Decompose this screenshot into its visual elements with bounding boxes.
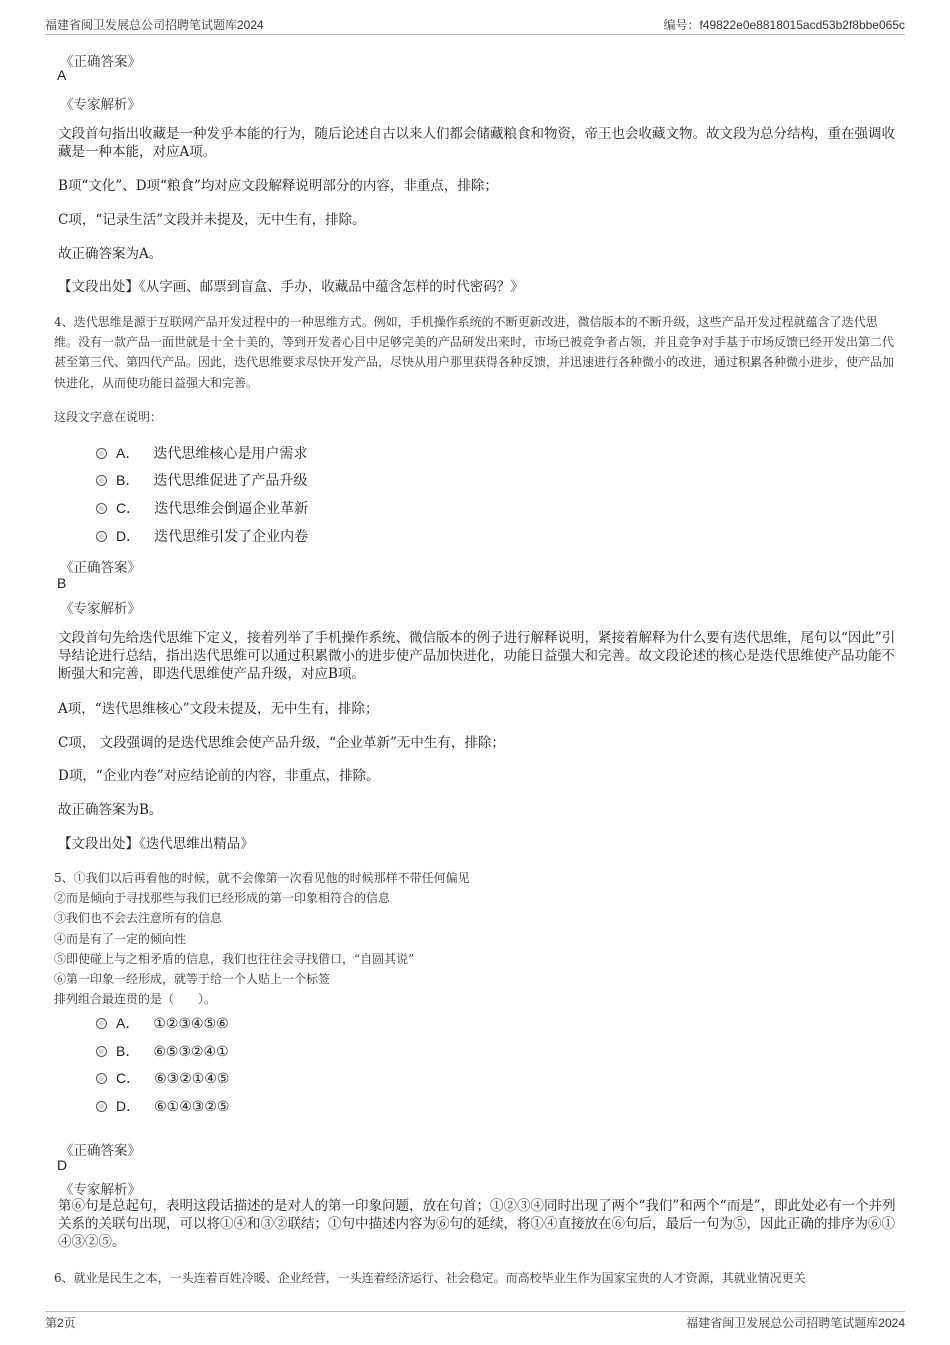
analysis-paragraph: C项， 文段强调的是迭代思维会使产品升级，“企业革新”无中生有，排除； (58, 735, 505, 751)
question-prompt: 排列组合最连贯的是（ ）。 (54, 992, 217, 1006)
expert-analysis-label: 《专家解析》 (60, 97, 141, 113)
correct-answer-label: 《正确答案》 (60, 1143, 141, 1159)
option-text: 迭代思维会倒逼企业革新 (154, 501, 309, 517)
option-b[interactable] (96, 1041, 229, 1061)
radio-icon[interactable] (96, 475, 107, 486)
question-line: ②而是倾向于寻找那些与我们已经形成的第一印象相符合的信息 (54, 891, 391, 905)
option-c[interactable] (96, 1068, 229, 1088)
correct-answer-label: 《正确答案》 (60, 560, 141, 576)
source-citation: 【文段出处】《迭代思维出精品》 (58, 836, 254, 852)
analysis-paragraph: D项，“企业内卷”对应结论前的内容，非重点，排除。 (58, 768, 380, 784)
source-citation: 【文段出处】《从字画、邮票到盲盒、手办，收藏品中蕴含怎样的时代密码？》 (58, 279, 524, 295)
radio-icon[interactable] (96, 1018, 107, 1029)
option-text: 迭代思维促进了产品升级 (153, 473, 308, 489)
option-key: A． (116, 1015, 140, 1031)
correct-answer-label: 《正确答案》 (60, 54, 141, 70)
header-document-id: 编号：f49822e0e8818015acd53b2f8bbe065c (663, 18, 905, 32)
question-stem: 6、就业是民生之本，一头连着百姓冷暖、企业经营，一头连着经济运行、社会稳定。而高校毕业生作为国家宝贵的人才资源，其就业情况更关 (54, 1271, 806, 1285)
footer-title: 福建省闽卫发展总公司招聘笔试题库2024 (686, 1316, 905, 1330)
option-text: ⑥⑤③②④① (153, 1044, 229, 1060)
option-a[interactable] (96, 443, 307, 463)
option-key: D． (116, 1098, 141, 1114)
radio-icon[interactable] (96, 531, 107, 542)
option-key: B． (116, 1043, 140, 1059)
analysis-paragraph: 故正确答案为B。 (58, 802, 163, 818)
correct-answer-value: A (57, 67, 67, 83)
question-line: ④而是有了一定的倾向性 (54, 932, 187, 946)
option-text: 迭代思维核心是用户需求 (153, 446, 308, 462)
radio-icon[interactable] (96, 1101, 107, 1112)
expert-analysis-label: 《专家解析》 (60, 1182, 141, 1198)
analysis-paragraph: 文段首句指出收藏是一种发乎本能的行为，随后论述自古以来人们都会储藏粮食和物资，帝王也会收藏文物。故文段为总分结构，重在强调收藏是一种本能，对应A项。 (58, 126, 895, 160)
option-text: 迭代思维引发了企业内卷 (154, 529, 309, 545)
analysis-paragraph: A项，“迭代思维核心”文段未提及，无中生有，排除； (58, 701, 379, 717)
option-key: C． (116, 500, 141, 516)
question-stem: 4、迭代思维是源于互联网产品开发过程中的一种思维方式。例如，手机操作系统的不断更新改进，微信版本的不断升级，这些产品开发过程就蕴含了迭代思维。没有一款产品一面世就是十全十美的，等到开发者心目中足够完美的产品研发出来时，市场已被竞争者占领，并且竞争对手基于市场反馈已经开发出第二代甚至第三代、第四代产品。因此，迭代思维要求尽快开发产品，尽快从用户那里获得各种反馈，并迅速进行各种微小的改进，通过积累各种微小进步，使产品加快进化，从而使功能日益强大和完善。 (54, 315, 895, 390)
option-d[interactable] (96, 526, 308, 546)
option-text: ⑥③②①④⑤ (154, 1071, 230, 1087)
option-key: C． (116, 1070, 141, 1086)
radio-icon[interactable] (96, 1073, 107, 1084)
option-text: ⑥①④③②⑤ (154, 1099, 230, 1115)
analysis-paragraph: 故正确答案为A。 (58, 246, 163, 262)
header-divider (45, 34, 905, 35)
option-c[interactable] (96, 498, 308, 518)
page-number: 第2页 (45, 1316, 76, 1330)
analysis-paragraph: C项，“记录生活”文段并未提及，无中生有，排除。 (58, 212, 366, 228)
option-key: B． (116, 472, 140, 488)
analysis-paragraph: B项“文化”、D项“粮食”均对应文段解释说明部分的内容，非重点，排除； (58, 178, 498, 194)
option-a[interactable] (96, 1013, 229, 1033)
question-line: 5、①我们以后再看他的时候，就不会像第一次看见他的时候那样不带任何偏见 (54, 871, 470, 885)
option-b[interactable] (96, 470, 307, 490)
correct-answer-value: B (57, 575, 67, 591)
question-line: ③我们也不会去注意所有的信息 (54, 911, 223, 925)
question-line: ⑥第一印象一经形成，就等于给一个人贴上一个标签 (54, 972, 331, 986)
option-key: A． (116, 445, 140, 461)
question-prompt: 这段文字意在说明： (54, 410, 163, 424)
option-key: D． (116, 528, 141, 544)
header-title: 福建省闽卫发展总公司招聘笔试题库2024 (45, 18, 264, 32)
radio-icon[interactable] (96, 448, 107, 459)
option-text: ①②③④⑤⑥ (153, 1016, 229, 1032)
analysis-paragraph: 文段首句先给迭代思维下定义，接着列举了手机操作系统、微信版本的例子进行解释说明，紧接着解释为什么要有迭代思维，尾句以“因此”引导结论进行总结，指出迭代思维可以通过积累微小的进步使产品加快进化，功能日益强大和完善。故文段论述的核心是迭代思维使产品功能不断强大和完善，即迭代思维使产品升级，对应B项。 (58, 630, 896, 682)
radio-icon[interactable] (96, 503, 107, 514)
question-line: ⑤即使碰上与之相矛盾的信息，我们也往往会寻找借口，“自圆其说” (54, 952, 415, 966)
radio-icon[interactable] (96, 1046, 107, 1057)
analysis-paragraph: 第⑥句是总起句，表明这段话描述的是对人的第一印象问题，放在句首；①②③④同时出现了两个“我们”和两个“而是”，即此处必有一个并列关系的关联句出现，可以将①④和③②联结；①句中描述内容为⑥句的延续，将①④直接放在⑥句后，最后一句为⑤，因此正确的排序为⑥①④③②⑤。 (58, 1198, 896, 1250)
expert-analysis-label: 《专家解析》 (60, 601, 141, 617)
correct-answer-value: D (57, 1157, 68, 1173)
option-d[interactable] (96, 1096, 229, 1116)
footer-divider (45, 1311, 905, 1312)
